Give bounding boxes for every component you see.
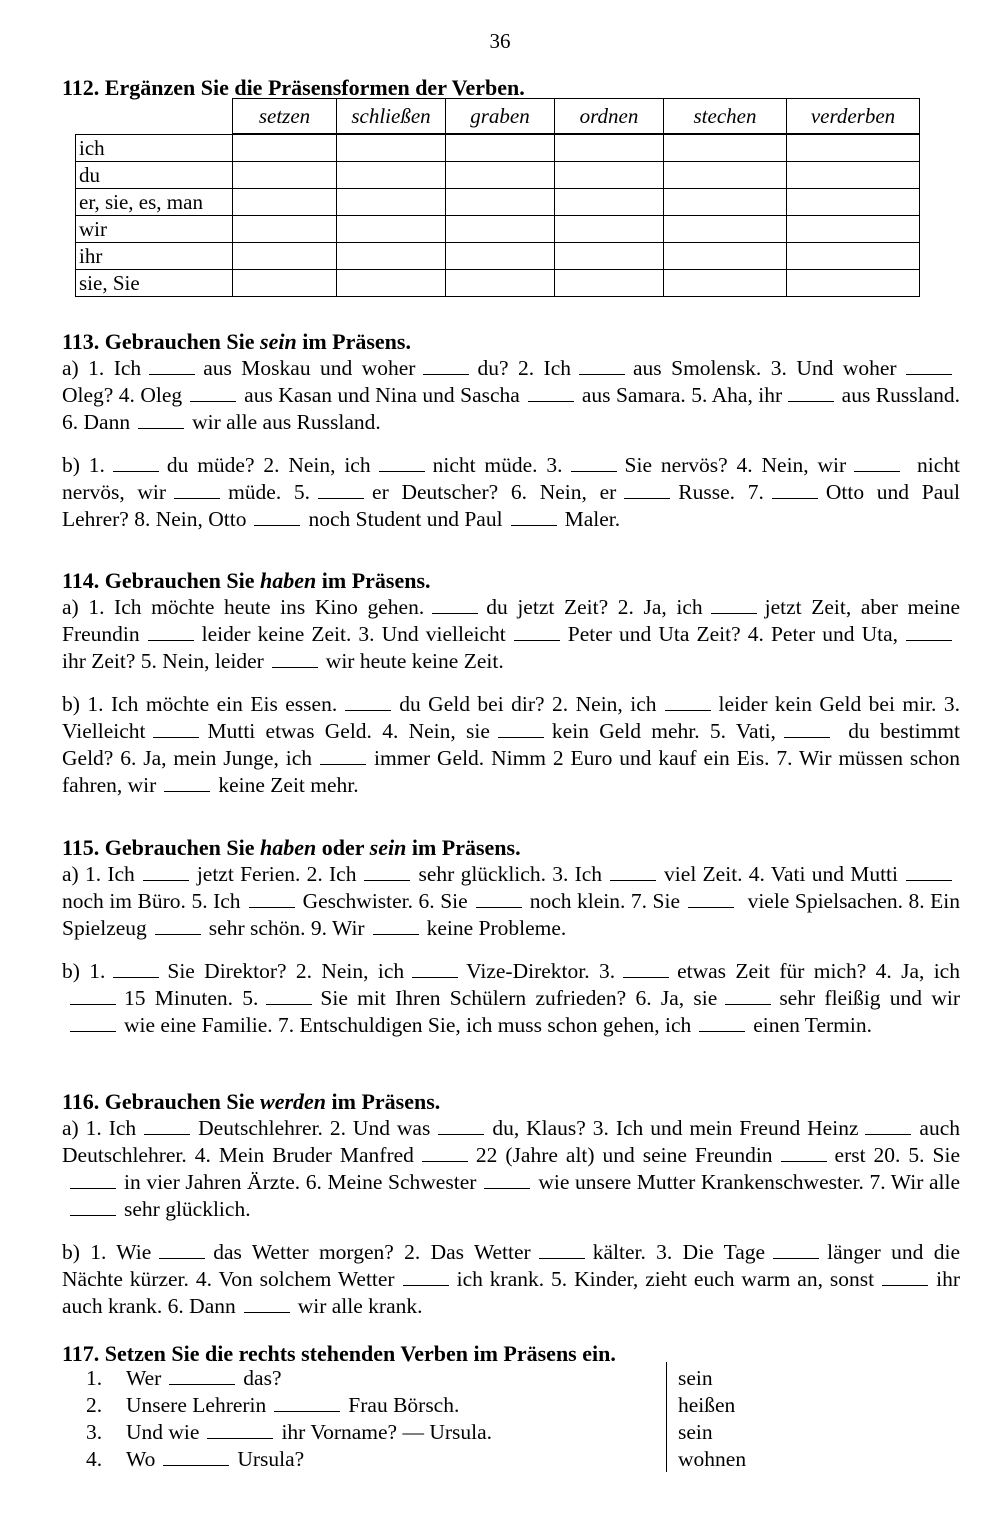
exercise-112: [62, 74, 960, 101]
blank[interactable]: [906, 356, 952, 375]
verb-highlight: haben: [260, 835, 317, 860]
blank[interactable]: [514, 622, 560, 641]
blank[interactable]: [539, 1240, 585, 1259]
verb-highlight: haben: [260, 568, 317, 593]
exercise-113-heading: 113. Gebrauchen Sie sein im Präsens.: [62, 329, 411, 354]
page-number: 36: [489, 29, 511, 53]
blank[interactable]: [784, 719, 830, 738]
blank[interactable]: [254, 507, 300, 526]
exercise-112-heading: 112. Ergänzen Sie die Präsensformen der Verben.: [62, 75, 525, 100]
blank[interactable]: [318, 480, 364, 499]
exercise-113-part-b: b) 1. du müde? 2. Nein, ich nicht müde. 3. Sie nervös? 4. Nein, wir nicht nervös, wir müde. 5. er Deutscher? 6. Nein, er Russe. 7. Otto und Paul Lehrer? 8. Nein, Otto noch Student und Paul Maler.: [62, 453, 961, 531]
answer-cell[interactable]: [664, 162, 787, 189]
blank[interactable]: [498, 719, 544, 738]
blank[interactable]: [699, 1013, 745, 1032]
verb-highlight: sein: [260, 329, 297, 354]
blank[interactable]: [665, 692, 711, 711]
blank[interactable]: [149, 356, 195, 375]
blank[interactable]: [379, 453, 425, 472]
blank[interactable]: [906, 622, 952, 641]
answer-cell[interactable]: [787, 270, 920, 297]
answer-cell[interactable]: [337, 134, 446, 162]
blank[interactable]: [624, 480, 670, 499]
blank[interactable]: [432, 595, 478, 614]
table-corner: [76, 99, 233, 135]
list-item: [86, 1419, 960, 1446]
blank[interactable]: [610, 862, 656, 881]
answer-cell[interactable]: [446, 134, 555, 162]
exercise-115-part-a: a) 1. Ich jetzt Ferien. 2. Ich sehr glücklich. 3. Ich viel Zeit. 4. Vati und Muttinoch im Büro. 5. Ich Geschwister. 6. Sie noch klein. 7. Sie viele Spielsachen. 8. Ein Spielzeug sehr schön. 9. Wir keine Probleme.: [62, 862, 960, 940]
blank[interactable]: [781, 1143, 827, 1162]
row-label: du: [76, 162, 233, 189]
blank[interactable]: [511, 507, 557, 526]
exercise-115-heading: 115. Gebrauchen Sie haben oder sein im Präsens.: [62, 835, 521, 860]
item-number: 2.: [86, 1393, 103, 1417]
blank[interactable]: [244, 1294, 290, 1313]
table-row: [76, 134, 920, 162]
row-label: sie, Sie: [76, 270, 233, 297]
blank[interactable]: [571, 453, 617, 472]
row-label: er, sie, es, man: [76, 189, 233, 216]
blank[interactable]: [266, 986, 312, 1005]
answer-cell[interactable]: [337, 270, 446, 297]
column-header: graben: [446, 99, 555, 135]
table-row: [76, 270, 920, 297]
item-text: Und wie ihr Vorname? — Ursula.: [126, 1420, 493, 1444]
blank[interactable]: [144, 1116, 190, 1135]
blank[interactable]: [579, 356, 625, 375]
blank[interactable]: [364, 862, 410, 881]
blank[interactable]: [143, 862, 189, 881]
row-label: ihr: [76, 243, 233, 270]
blank[interactable]: [484, 1170, 530, 1189]
item-text: Wo Ursula?: [126, 1447, 305, 1471]
column-header: setzen: [233, 99, 337, 135]
answer-cell[interactable]: [446, 270, 555, 297]
blank[interactable]: [155, 916, 201, 935]
blank[interactable]: [70, 1170, 116, 1189]
answer-cell[interactable]: [446, 189, 555, 216]
row-label: ich: [76, 134, 233, 162]
exercise-115: [62, 834, 960, 1039]
table-header-row: [76, 99, 920, 135]
blank[interactable]: [476, 889, 522, 908]
blank[interactable]: [113, 453, 159, 472]
answer-cell[interactable]: [664, 189, 787, 216]
blank[interactable]: [906, 862, 952, 881]
exercise-114: [62, 567, 960, 799]
blank[interactable]: [788, 383, 834, 402]
answer-cell[interactable]: [787, 189, 920, 216]
item-number: 3.: [86, 1420, 103, 1444]
exercise-115-part-b: b) 1. Sie Direktor? 2. Nein, ich Vize-Direktor. 3. etwas Zeit für mich? 4. Ja, ich15 Minuten. 5. Sie mit Ihren Schülern zufrieden? 6. Ja, sie sehr fleißig und wirwie eine Familie. 7. Entschuldigen Sie, ich muss schon gehen, ich einen Termin.: [62, 959, 960, 1037]
list-item: [86, 1392, 960, 1419]
verb-highlight: sein: [369, 835, 407, 860]
answer-cell[interactable]: [446, 216, 555, 243]
blank[interactable]: [373, 916, 419, 935]
answer-cell[interactable]: [555, 162, 664, 189]
answer-cell[interactable]: [337, 216, 446, 243]
table-row: [76, 162, 920, 189]
item-number: 1.: [86, 1366, 103, 1390]
column-header: verderben: [787, 99, 920, 135]
exercise-114-heading: 114. Gebrauchen Sie haben im Präsens.: [62, 568, 431, 593]
answer-cell[interactable]: [555, 134, 664, 162]
blank[interactable]: [865, 1116, 911, 1135]
exercise-114-part-b: b) 1. Ich möchte ein Eis essen. du Geld bei dir? 2. Nein, ich leider kein Geld bei mir. 3. Vielleicht Mutti etwas Geld. 4. Nein, sie kein Geld mehr. 5. Vati, du bestimmt Geld? 6. Ja, mein Junge, ich immer Geld. Nimm 2 Euro und kauf ein Eis. 7. Wir müssen schon fahren, wir keine Zeit mehr.: [62, 692, 961, 797]
exercise-116-part-b: b) 1. Wie das Wetter morgen? 2. Das Wetter kälter. 3. Die Tage länger und die Nächte kürzer. 4. Von solchem Wetter ich krank. 5. Kinder, zieht euch warm an, sonst ihr auch krank. 6. Dann wir alle krank.: [62, 1240, 960, 1318]
exercise-117: [62, 1340, 960, 1367]
item-text: Unsere Lehrerin Frau Börsch.: [126, 1393, 460, 1417]
conjugation-table: [75, 98, 920, 297]
exercise-113-part-a: a) 1. Ich aus Moskau und woher du? 2. Ich aus Smolensk. 3. Und woher Oleg? 4. Oleg aus Kasan und Nina und Sascha aus Samara. 5. Aha, ihr aus Russland. 6. Dann wir alle aus Russland.: [62, 356, 961, 434]
blank[interactable]: [190, 383, 236, 402]
answer-cell[interactable]: [337, 189, 446, 216]
blank[interactable]: [772, 480, 818, 499]
blank[interactable]: [412, 959, 458, 978]
blank[interactable]: [249, 889, 295, 908]
blank[interactable]: [773, 1240, 819, 1259]
blank[interactable]: [163, 1447, 229, 1466]
row-label: wir: [76, 216, 233, 243]
item-verb: wohnen: [678, 1447, 747, 1471]
list-item: [86, 1365, 960, 1392]
table-row: [76, 216, 920, 243]
blank[interactable]: [345, 692, 391, 711]
answer-cell[interactable]: [787, 162, 920, 189]
blank[interactable]: [274, 1393, 340, 1412]
blank[interactable]: [422, 1143, 468, 1162]
answer-cell[interactable]: [787, 243, 920, 270]
column-header: ordnen: [555, 99, 664, 135]
answer-cell[interactable]: [664, 270, 787, 297]
answer-cell[interactable]: [337, 243, 446, 270]
answer-cell[interactable]: [233, 162, 337, 189]
table-row: [76, 243, 920, 270]
blank[interactable]: [153, 719, 199, 738]
answer-cell[interactable]: [337, 162, 446, 189]
blank[interactable]: [688, 889, 734, 908]
item-verb: sein: [678, 1366, 713, 1390]
answer-cell[interactable]: [446, 162, 555, 189]
answer-cell[interactable]: [233, 216, 337, 243]
blank[interactable]: [70, 1197, 116, 1216]
exercise-113: [62, 328, 960, 533]
answer-cell[interactable]: [233, 243, 337, 270]
answer-cell[interactable]: [233, 134, 337, 162]
exercise-116-part-a: a) 1. Ich Deutschlehrer. 2. Und was du, Klaus? 3. Ich und mein Freund Heinz auch Deutschlehrer. 4. Mein Bruder Manfred 22 (Jahre alt) und seine Freundin erst 20. 5. Siein vier Jahren Ärzte. 6. Meine Schwester wie unsere Mutter Krankenschwester. 7. Wir allesehr glücklich.: [62, 1116, 961, 1221]
blank[interactable]: [423, 356, 469, 375]
blank[interactable]: [882, 1267, 928, 1286]
blank[interactable]: [113, 959, 159, 978]
answer-cell[interactable]: [233, 270, 337, 297]
exercise-117-heading: 117. Setzen Sie die rechts stehenden Verben im Präsens ein.: [62, 1341, 616, 1366]
blank[interactable]: [320, 746, 366, 765]
blank[interactable]: [854, 453, 900, 472]
answer-cell[interactable]: [787, 216, 920, 243]
verb-highlight: werden: [260, 1089, 327, 1114]
blank[interactable]: [174, 480, 220, 499]
answer-cell[interactable]: [787, 134, 920, 162]
answer-cell[interactable]: [446, 243, 555, 270]
answer-cell[interactable]: [664, 243, 787, 270]
blank[interactable]: [403, 1267, 449, 1286]
blank[interactable]: [148, 622, 194, 641]
table-row: [76, 189, 920, 216]
blank[interactable]: [70, 1013, 116, 1032]
exercise-114-part-a: a) 1. Ich möchte heute ins Kino gehen. du jetzt Zeit? 2. Ja, ich jetzt Zeit, aber meine Freundin leider keine Zeit. 3. Und vielleicht Peter und Uta Zeit? 4. Peter und Uta,ihr Zeit? 5. Nein, leider wir heute keine Zeit.: [62, 595, 961, 673]
column-header: stechen: [664, 99, 787, 135]
item-verb: heißen: [678, 1393, 736, 1417]
answer-cell[interactable]: [664, 134, 787, 162]
blank[interactable]: [70, 986, 116, 1005]
exercise-116: [62, 1088, 960, 1320]
blank[interactable]: [725, 986, 771, 1005]
blank[interactable]: [138, 410, 184, 429]
exercise-117-list: [86, 1365, 960, 1473]
blank[interactable]: [623, 959, 669, 978]
answer-cell[interactable]: [555, 243, 664, 270]
column-header: schließen: [337, 99, 446, 135]
blank[interactable]: [169, 1366, 235, 1385]
answer-cell[interactable]: [664, 216, 787, 243]
answer-cell[interactable]: [555, 189, 664, 216]
item-number: 4.: [86, 1447, 103, 1471]
item-verb: sein: [678, 1420, 713, 1444]
blank[interactable]: [159, 1240, 205, 1259]
answer-cell[interactable]: [555, 216, 664, 243]
exercise-116-heading: 116. Gebrauchen Sie werden im Präsens.: [62, 1089, 441, 1114]
blank[interactable]: [272, 649, 318, 668]
blank[interactable]: [528, 383, 574, 402]
answer-cell[interactable]: [555, 270, 664, 297]
blank[interactable]: [711, 595, 757, 614]
blank[interactable]: [207, 1420, 273, 1439]
blank[interactable]: [438, 1116, 484, 1135]
item-text: Wer das?: [126, 1366, 282, 1390]
blank[interactable]: [164, 773, 210, 792]
list-item: [86, 1446, 960, 1473]
answer-cell[interactable]: [233, 189, 337, 216]
